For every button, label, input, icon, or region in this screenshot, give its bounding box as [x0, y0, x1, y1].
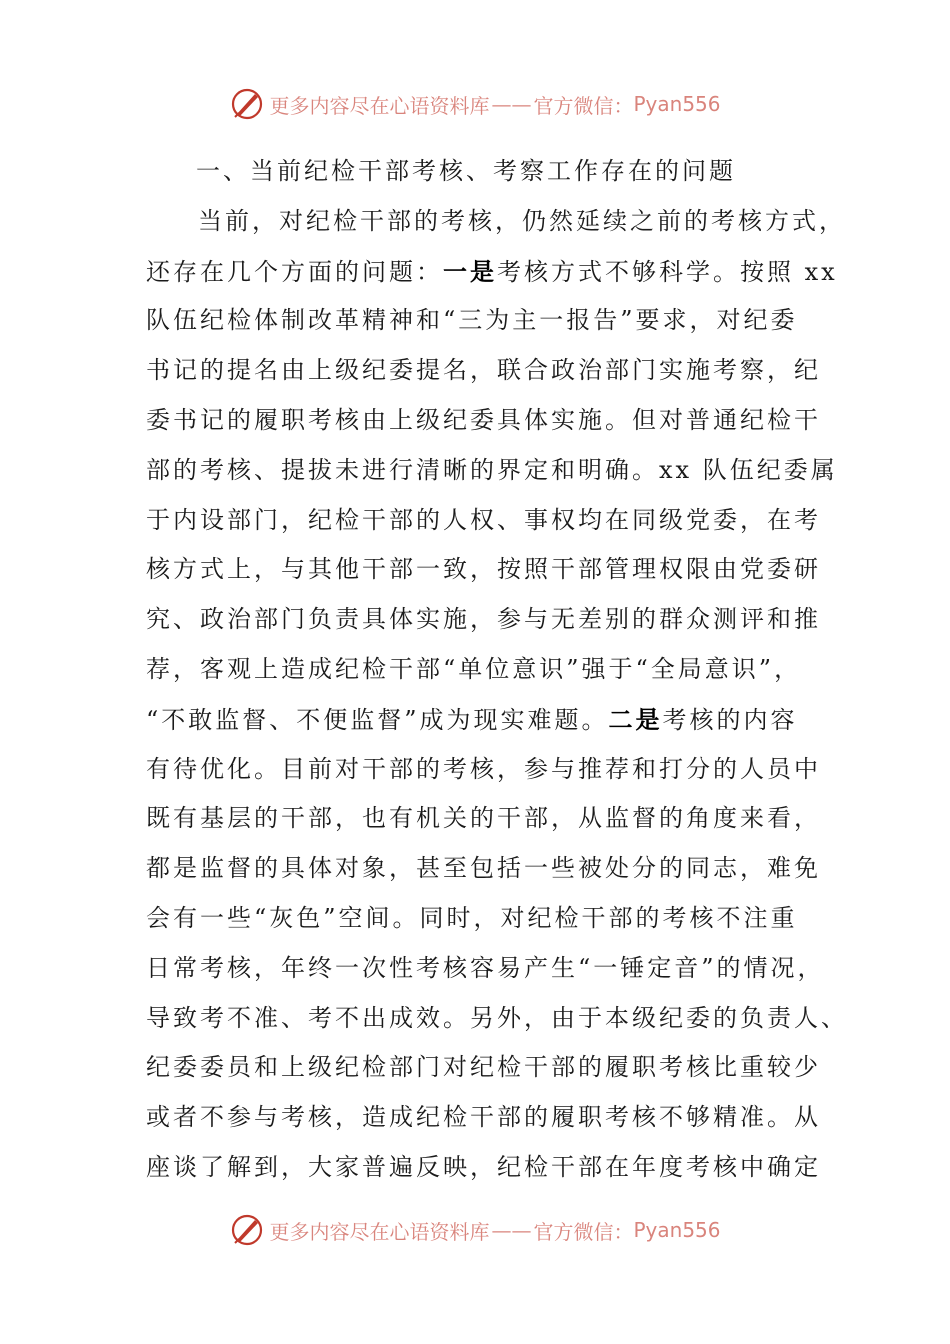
line-text: “不敢监督、不便监督”成为现实难题。 — [146, 705, 609, 734]
quill-logo-icon — [229, 86, 265, 122]
line-text: 既有基层的干部，也有机关的干部，从监督的角度来看， — [146, 804, 821, 833]
line-text: 委书记的履职考核由上级纪委具体实施。但对普通纪检干 — [146, 405, 821, 434]
line-text: 导致考不准、考不出成效。另外，由于本级纪委的负责人、 — [146, 1003, 848, 1032]
paragraph-line — [146, 197, 846, 247]
paragraph-line — [146, 944, 825, 994]
paragraph-line — [146, 1093, 821, 1143]
line-text: 荐，客观上造成纪检干部“单位意识”强于“全局意识”， — [146, 654, 802, 683]
paragraph-line — [146, 446, 838, 496]
watermark-brand-text: 更多内容尽在心语资料库 — [269, 93, 490, 118]
line-text: 究、政治部门负责具体实施，参与无差别的群众测评和推 — [146, 605, 821, 634]
emphasis-text: 一是 — [443, 256, 497, 286]
line-text: 考核方式不够科学。按照 xx — [497, 257, 838, 286]
watermark-wechat-label: 官方微信： — [533, 93, 634, 118]
emphasis-text: 二是 — [608, 704, 663, 734]
paragraph-line — [146, 595, 821, 645]
line-text: 当前，对纪检干部的考核，仍然延续之前的考核方式， — [198, 206, 846, 235]
line-text: 都是监督的具体对象，甚至包括一些被处分的同志，难免 — [146, 854, 821, 883]
line-text: 或者不参与考核，造成纪检干部的履职考核不够精准。从 — [146, 1103, 821, 1132]
line-text: 于内设部门，纪检干部的人权、事权均在同级党委，在考 — [146, 505, 821, 534]
watermark-brand-text: 更多内容尽在心语资料库 — [269, 1219, 490, 1244]
line-text: 有待优化。目前对干部的考核，参与推荐和打分的人员中 — [146, 754, 821, 783]
section-heading: 一、当前纪检干部考核、考察工作存在的问题 — [196, 157, 736, 185]
line-text: 座谈了解到，大家普遍反映，纪检干部在年度考核中确定 — [146, 1152, 821, 1181]
watermark-separator: —— — [491, 1218, 532, 1242]
paragraph-line — [146, 844, 821, 894]
line-text: 还存在几个方面的问题： — [146, 257, 443, 286]
paragraph-line — [146, 496, 821, 546]
paragraph-line — [146, 1143, 821, 1193]
watermark-wechat-id: Pyan556 — [633, 92, 721, 116]
paragraph-line — [146, 695, 806, 745]
paragraph-line — [146, 247, 838, 297]
paragraph-line — [146, 745, 821, 795]
paragraph-line — [146, 346, 821, 396]
paragraph-line — [146, 396, 821, 446]
paragraph-line — [146, 1043, 821, 1093]
line-text: 部的考核、提拔未进行清晰的界定和明确。xx 队伍纪委属 — [146, 455, 838, 484]
paragraph-line — [146, 545, 821, 595]
line-text: 会有一些“灰色”空间。同时，对纪检干部的考核不注重 — [146, 903, 798, 932]
line-text: 考核的内容 — [662, 705, 798, 734]
line-text: 核方式上，与其他干部一致，按照干部管理权限由党委研 — [146, 555, 821, 584]
watermark-header — [0, 84, 950, 124]
paragraph-line — [146, 296, 806, 346]
line-text: 纪委委员和上级纪检部门对纪检干部的履职考核比重较少 — [146, 1053, 821, 1082]
paragraph-line — [146, 794, 821, 844]
paragraph-line — [146, 994, 848, 1044]
paragraph-line — [146, 645, 806, 695]
quill-logo-icon — [229, 1212, 265, 1248]
paragraph — [146, 197, 848, 1193]
document-body — [146, 147, 848, 1193]
watermark-footer — [0, 1210, 950, 1250]
watermark-separator: —— — [491, 92, 532, 116]
watermark-wechat-id: Pyan556 — [633, 1218, 721, 1242]
watermark-wechat-label: 官方微信： — [533, 1219, 634, 1244]
line-text: 队伍纪检体制改革精神和“三为主一报告”要求，对纪委 — [146, 306, 798, 335]
paragraph-line — [146, 894, 806, 944]
line-text: 书记的提名由上级纪委提名，联合政治部门实施考察，纪 — [146, 356, 821, 385]
line-text: 日常考核，年终一次性考核容易产生“一锤定音”的情况， — [146, 953, 825, 982]
